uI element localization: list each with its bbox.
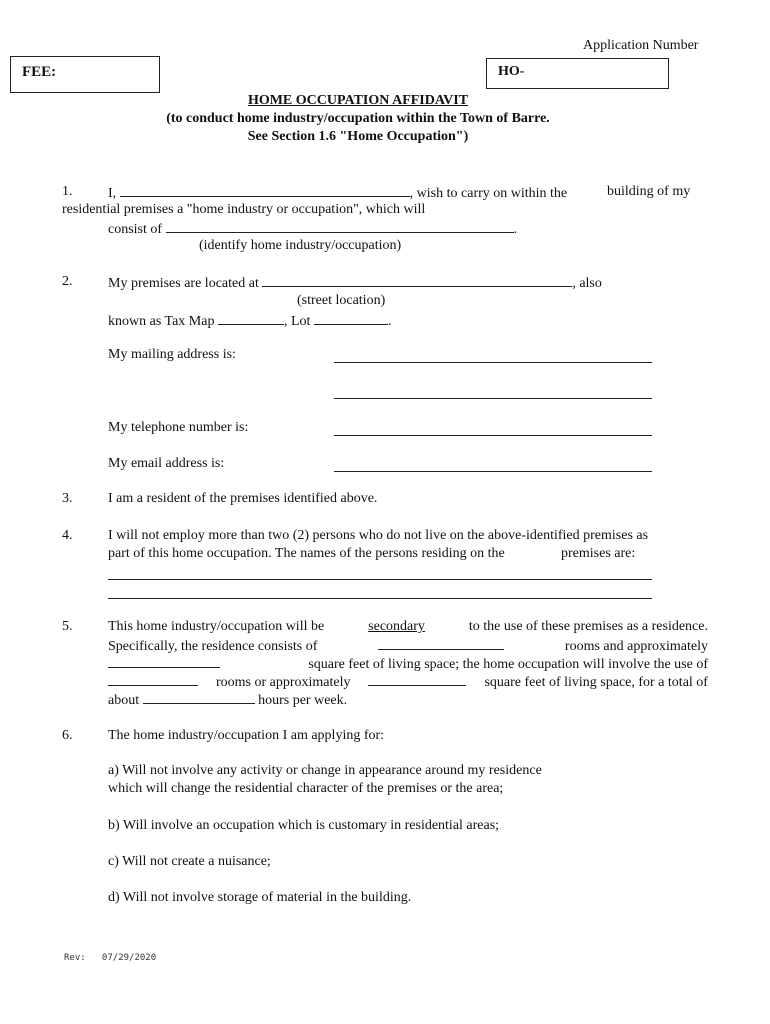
item-4-line-2a: part of this home occupation. The names of the persons residing on the: [108, 546, 505, 561]
ho-label: HO-: [498, 64, 525, 79]
name-field[interactable]: [120, 184, 410, 197]
item-4-number: 4.: [62, 528, 73, 543]
item-2-lot: , Lot: [283, 314, 311, 329]
item-1-line-2: residential premises a "home industry or occupation", which will: [62, 202, 426, 217]
occupation-space-field[interactable]: [368, 673, 466, 686]
item-1-hint: (identify home industry/occupation): [199, 238, 402, 253]
item-6-intro: The home industry/occupation I am applying for:: [108, 728, 385, 743]
fee-label: FEE:: [22, 64, 57, 80]
occupation-rooms-field[interactable]: [108, 673, 198, 686]
residents-field-1[interactable]: [108, 579, 652, 580]
item-5-line-1: [108, 619, 708, 635]
item-3-number: 3.: [62, 491, 73, 506]
telephone-field[interactable]: [334, 435, 652, 436]
item-1-number: 1.: [62, 184, 73, 199]
fee-box[interactable]: [10, 56, 160, 93]
item-5-number: 5.: [62, 619, 73, 634]
item-1-building: building of my: [607, 184, 691, 199]
item-6-d: d) Will not involve storage of material in the building.: [108, 890, 412, 905]
tax-map-field[interactable]: [218, 312, 284, 325]
item-5-l5b: hours per week.: [258, 693, 348, 708]
street-location-field[interactable]: [262, 274, 572, 287]
item-2-also: , also: [572, 276, 602, 291]
item-6-a-line-1: a) Will not involve any activity or change in appearance around my residence: [108, 763, 542, 778]
revision-date: Rev: 07/29/2020: [64, 953, 157, 963]
item-2-period: .: [387, 314, 392, 329]
telephone-label: My telephone number is:: [108, 420, 249, 435]
item-5-l5a: about: [108, 693, 140, 708]
rooms-field[interactable]: [378, 637, 504, 650]
form-subtitle-2: See Section 1.6 "Home Occupation"): [247, 129, 469, 144]
item-5-l2b: rooms and approximately: [564, 639, 708, 654]
item-2-line-3: [108, 312, 391, 330]
form-title: HOME OCCUPATION AFFIDAVIT: [247, 93, 469, 108]
item-2-known: known as Tax Map: [108, 314, 215, 329]
application-number-label: Application Number: [583, 38, 699, 53]
item-6-c: c) Will not create a nuisance;: [108, 854, 271, 869]
item-1-wish: , wish to carry on within the: [409, 186, 568, 201]
item-2-hint: (street location): [297, 293, 386, 308]
email-label: My email address is:: [108, 456, 225, 471]
item-5-l1c: to the use of these premises as a residence.: [468, 619, 708, 634]
item-2-number: 2.: [62, 274, 73, 289]
living-space-field[interactable]: [108, 655, 220, 668]
ho-number-box[interactable]: [486, 58, 669, 89]
hours-field[interactable]: [143, 691, 255, 704]
item-5-line-3: [108, 655, 708, 673]
item-1-line-3: [108, 220, 517, 238]
item-5-l4a: rooms or approximately: [215, 675, 351, 690]
item-1-i: I,: [108, 186, 117, 201]
form-subtitle-1: (to conduct home industry/occupation within the Town of Barre.: [166, 111, 550, 126]
item-5-l4b: square feet of living space, for a total of: [484, 675, 708, 690]
item-5-l1a: This home industry/occupation will be: [108, 619, 325, 634]
item-5-l2a: Specifically, the residence consists of: [108, 639, 318, 654]
item-2-located: My premises are located at: [108, 276, 259, 291]
occupation-field[interactable]: [166, 220, 514, 233]
item-5-secondary: secondary: [368, 619, 425, 634]
item-5-line-4: [108, 673, 708, 691]
mailing-address-field-2[interactable]: [334, 398, 652, 399]
mailing-address-field-1[interactable]: [334, 362, 652, 363]
item-1-line-1: [108, 184, 567, 202]
item-5-l3: square feet of living space; the home occupation will involve the use of: [308, 657, 708, 672]
item-4-line-1: I will not employ more than two (2) persons who do not live on the above-identified premises as: [108, 528, 649, 543]
item-2-line-1: [108, 274, 602, 292]
item-3-text: I am a resident of the premises identified above.: [108, 491, 378, 506]
item-1-period: .: [513, 222, 518, 237]
item-4-line-2b: premises are:: [561, 546, 636, 561]
mailing-address-label: My mailing address is:: [108, 347, 236, 362]
residents-field-2[interactable]: [108, 598, 652, 599]
item-6-number: 6.: [62, 728, 73, 743]
item-5-line-2: [108, 637, 708, 655]
item-6-b: b) Will involve an occupation which is customary in residential areas;: [108, 818, 500, 833]
lot-field[interactable]: [314, 312, 388, 325]
item-1-consist: consist of: [108, 222, 163, 237]
item-5-line-5: [108, 691, 347, 709]
item-6-a-line-2: which will change the residential character of the premises or the area;: [108, 781, 504, 796]
email-field[interactable]: [334, 471, 652, 472]
